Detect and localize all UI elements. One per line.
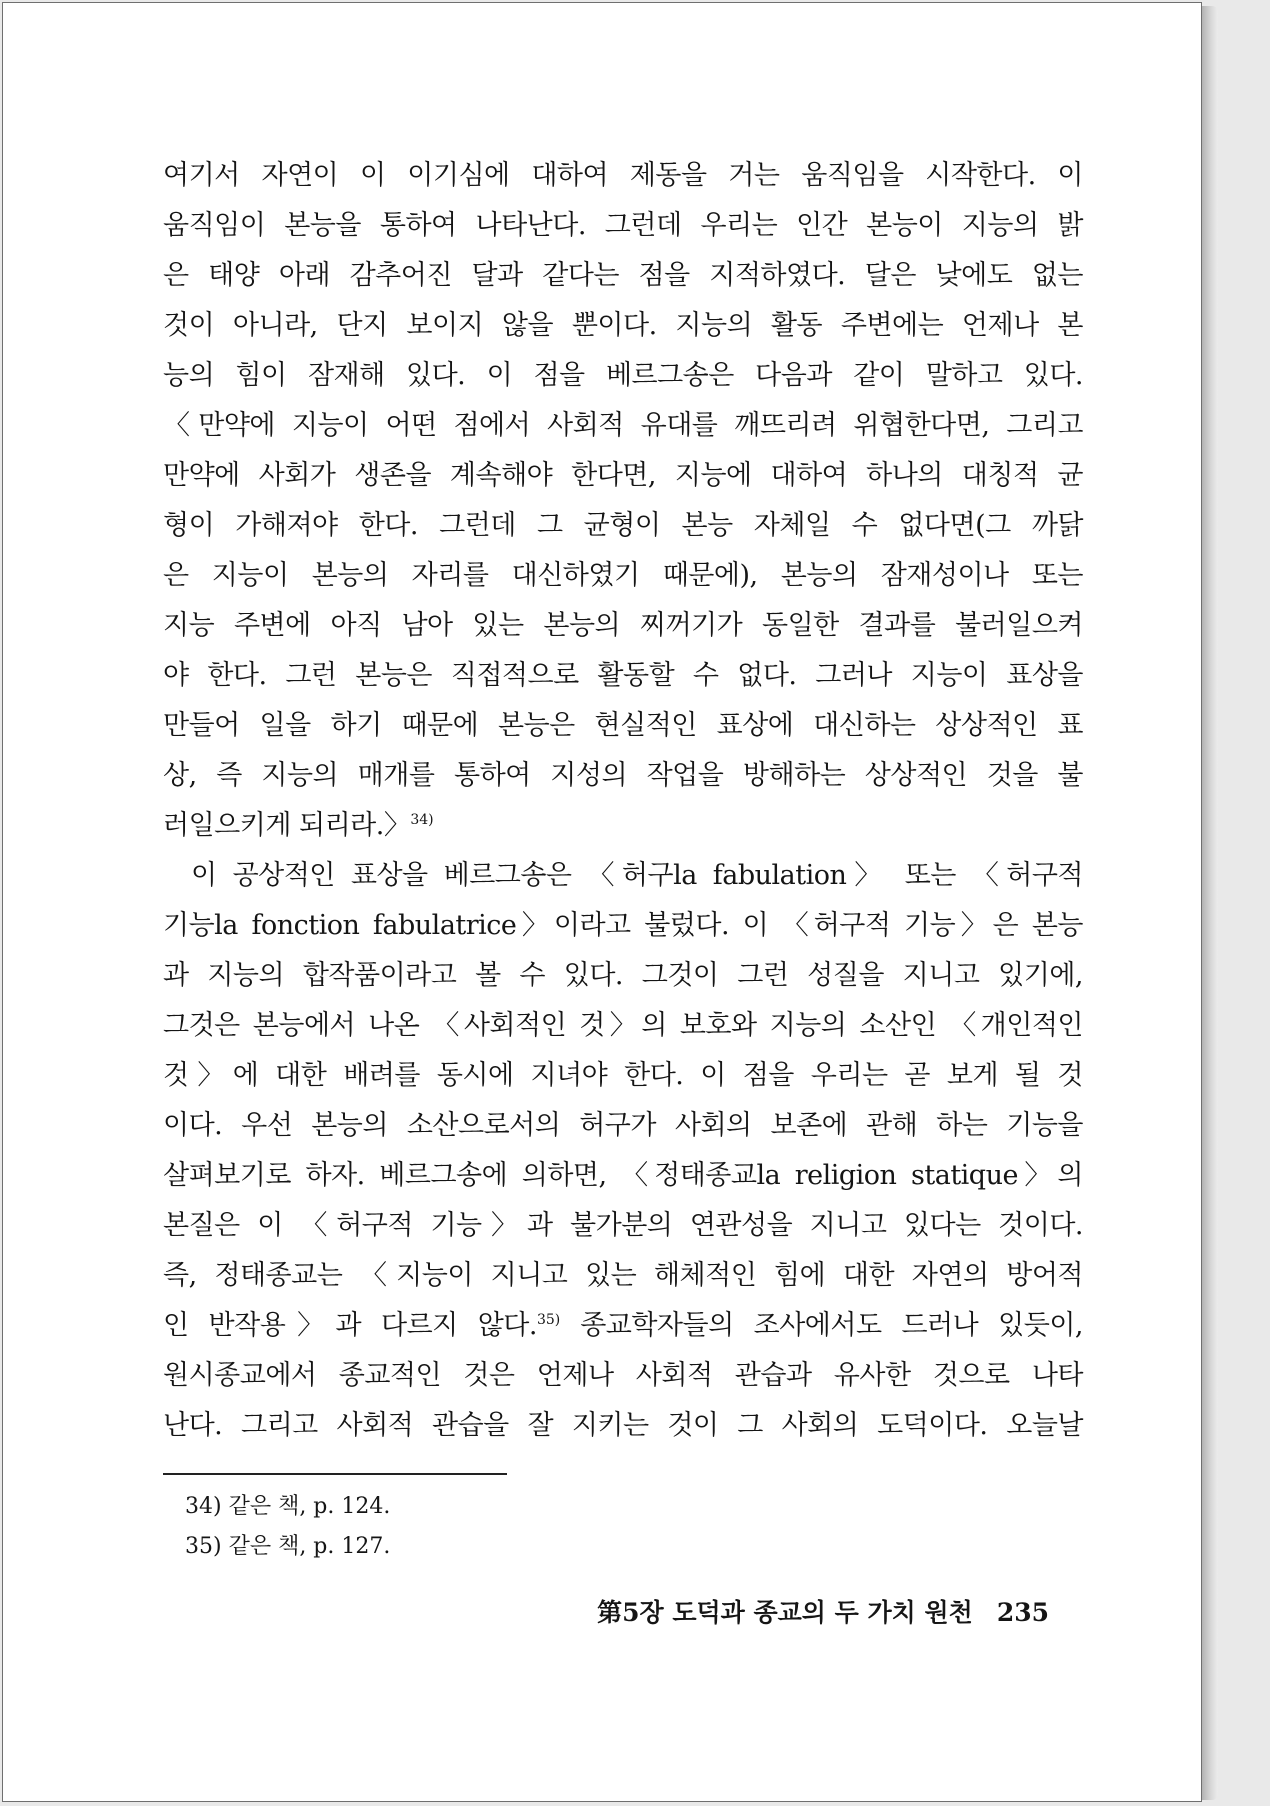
- footnote-ref-35: 35): [536, 1312, 561, 1328]
- text-line-content: 인 반작용〉과 다르지 않다.: [163, 1310, 537, 1341]
- footnote-ref-34: 34): [410, 812, 434, 828]
- page-number: 235: [996, 1598, 1049, 1627]
- text-line: 상, 즉 지능의 매개를 통하여 지성의 작업을 방해하는 상상적인 것을 불: [163, 760, 1083, 791]
- text-line: [163, 801, 1083, 851]
- body-text: [163, 151, 1083, 1451]
- text-line: 난다. 그리고 사회적 관습을 잘 지키는 것이 그 사회의 도덕이다. 오늘날: [163, 1410, 1083, 1441]
- text-line: 이 공상적인 표상을 베르그송은 〈허구la fabulation〉 또는 〈허구적: [191, 860, 1083, 891]
- text-line: 능의 힘이 잠재해 있다. 이 점을 베르그송은 다음과 같이 말하고 있다.: [163, 360, 1083, 391]
- text-line: 그것은 본능에서 나온 〈사회적인 것〉의 보호와 지능의 소산인 〈개인적인: [163, 1010, 1083, 1041]
- text-line-content: 러일으키게 되리라.〉: [163, 810, 411, 841]
- footnote-35: 35) 같은 책, p. 127.: [185, 1534, 391, 1559]
- book-page: [2, 2, 1202, 1802]
- text-line: 여기서 자연이 이 이기심에 대하여 제동을 거는 움직임을 시작한다. 이: [163, 160, 1083, 191]
- footnote-34: 34) 같은 책, p. 124.: [185, 1494, 391, 1519]
- text-line: 본질은 이 〈허구적 기능〉과 불가분의 연관성을 지니고 있다는 것이다.: [163, 1210, 1083, 1241]
- running-footer: [597, 1593, 1049, 1629]
- text-line: 야 한다. 그런 본능은 직접적으로 활동할 수 없다. 그러나 지능이 표상을: [163, 660, 1083, 691]
- chapter-title: 第5장 도덕과 종교의 두 가치 원천: [597, 1598, 973, 1627]
- text-line: 것이 아니라, 단지 보이지 않을 뿐이다. 지능의 활동 주변에는 언제나 본: [163, 310, 1083, 341]
- footnote-divider: [163, 1473, 507, 1475]
- text-line: 〈만약에 지능이 어떤 점에서 사회적 유대를 깨뜨리려 위협한다면, 그리고: [163, 410, 1083, 441]
- text-line: 것〉에 대한 배려를 동시에 지녀야 한다. 이 점을 우리는 곧 보게 될 것: [163, 1060, 1083, 1091]
- text-line: 형이 가해져야 한다. 그런데 그 균형이 본능 자체일 수 없다면(그 까닭: [163, 510, 1083, 541]
- text-line: 은 태양 아래 감추어진 달과 같다는 점을 지적하였다. 달은 낮에도 없는: [163, 260, 1083, 291]
- footnotes: [185, 1487, 390, 1567]
- text-line: 만들어 일을 하기 때문에 본능은 현실적인 표상에 대신하는 상상적인 표: [163, 710, 1083, 741]
- text-line: 지능 주변에 아직 남아 있는 본능의 찌꺼기가 동일한 결과를 불러일으켜: [163, 610, 1083, 641]
- text-line: 살펴보기로 하자. 베르그송에 의하면, 〈정태종교la religion statique〉의: [163, 1160, 1083, 1191]
- text-line: 원시종교에서 종교적인 것은 언제나 사회적 관습과 유사한 것으로 나타: [163, 1360, 1083, 1391]
- text-line: 이다. 우선 본능의 소산으로서의 허구가 사회의 보존에 관해 하는 기능을: [163, 1110, 1083, 1141]
- text-line: 은 지능이 본능의 자리를 대신하였기 때문에), 본능의 잠재성이나 또는: [163, 560, 1083, 591]
- text-line: [163, 1301, 1083, 1351]
- text-line: 즉, 정태종교는 〈지능이 지니고 있는 해체적인 힘에 대한 자연의 방어적: [163, 1260, 1083, 1291]
- text-line: 과 지능의 합작품이라고 볼 수 있다. 그것이 그런 성질을 지니고 있기에,: [163, 960, 1083, 991]
- text-line: 만약에 사회가 생존을 계속해야 한다면, 지능에 대하여 하나의 대칭적 균: [163, 460, 1083, 491]
- text-line: 기능la fonction fabulatrice〉이라고 불렀다. 이 〈허구적 기능〉은 본능: [163, 910, 1083, 941]
- text-line: 움직임이 본능을 통하여 나타난다. 그런데 우리는 인간 본능이 지능의 밝: [163, 210, 1083, 241]
- text-line-content: 종교학자들의 조사에서도 드러나 있듯이,: [580, 1310, 1083, 1341]
